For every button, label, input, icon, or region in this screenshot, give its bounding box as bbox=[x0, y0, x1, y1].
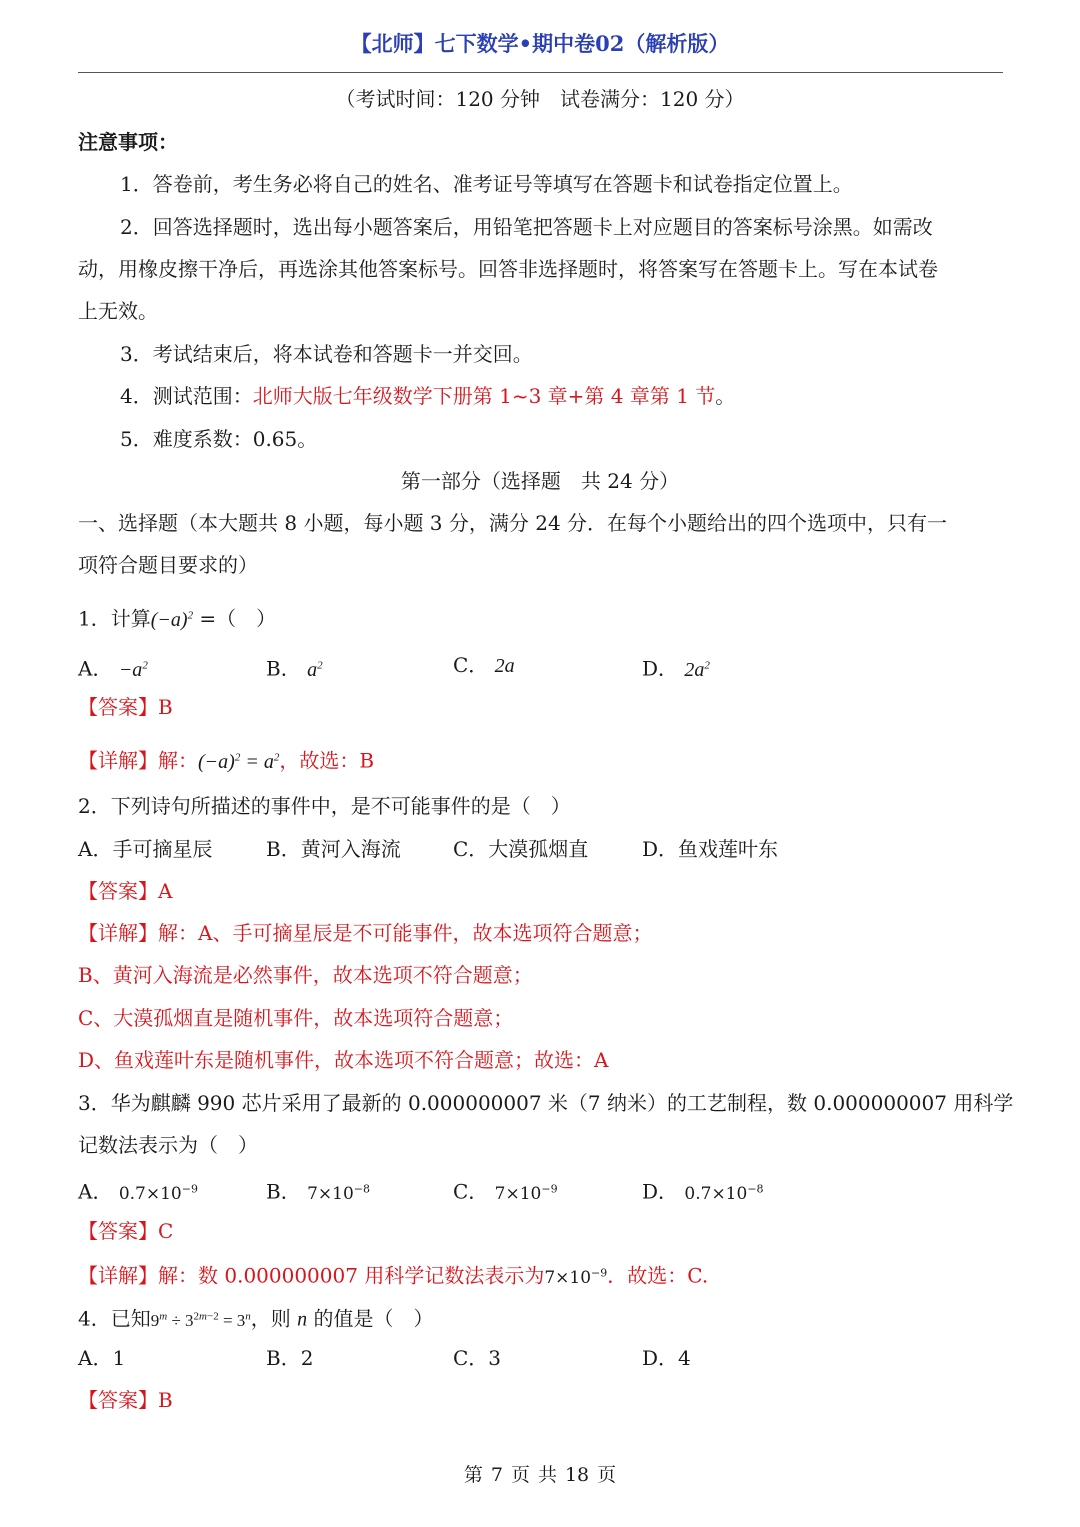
math-expression: $(-a)^2 = a^2$ bbox=[198, 750, 280, 773]
note-difficulty: 5．难度系数：0.65。 bbox=[120, 427, 318, 451]
detail-2-line: B、黄河入海流是必然事件，故本选项不符合题意； bbox=[78, 963, 533, 987]
document-header: 【北师】七下数学•期中卷02（解析版） bbox=[350, 31, 730, 56]
notes-title: 注意事项： bbox=[78, 130, 178, 154]
answer-4: 【答案】B bbox=[78, 1388, 173, 1412]
scope-end: 。 bbox=[715, 384, 736, 408]
math-expression: $-a^2$ bbox=[118, 658, 148, 681]
math-expression: $a^2$ bbox=[307, 658, 323, 681]
option-d: D． $2a^2$ bbox=[642, 656, 710, 681]
detail-3: 【详解】解：数 0.000000007 用科学记数法表示为$7\times 10^{-9}$．故选：C. bbox=[78, 1263, 709, 1288]
detail-2-line: C、大漠孤烟直是随机事件，故本选项符合题意； bbox=[78, 1006, 514, 1030]
option-b: B． $7\times 10^{-8}$ bbox=[266, 1179, 370, 1204]
math-expression: $2a^2$ bbox=[684, 658, 710, 681]
page-total: 18 bbox=[564, 1464, 590, 1486]
part-title: 第一部分（选择题 共 24 分） bbox=[400, 469, 680, 493]
math-expression: 2a bbox=[494, 655, 515, 677]
question-1-stem: 1．计算$(-a)^2$ =（ ） bbox=[78, 606, 277, 631]
option-d: D．4 bbox=[642, 1346, 691, 1370]
note-scope bbox=[120, 383, 735, 409]
answer-2: 【答案】A bbox=[78, 879, 173, 903]
option-d: D． $0.7\times 10^{-8}$ bbox=[642, 1179, 764, 1204]
math-expression: $7\times 10^{-9}$ bbox=[494, 1182, 558, 1204]
question-2-stem: 2．下列诗句所描述的事件中，是不可能事件的是（ ） bbox=[78, 794, 571, 818]
note-item: 3．考试结束后，将本试卷和答题卡一并交回。 bbox=[120, 342, 533, 366]
math-expression: $9^m \div 3^{2m-2} = 3^n$ bbox=[150, 1310, 251, 1330]
option-b: B．黄河入海流 bbox=[266, 837, 401, 861]
math-expression: $7\times 10^{-8}$ bbox=[307, 1182, 370, 1204]
math-expression: $0.7\times 10^{-8}$ bbox=[684, 1182, 764, 1204]
option-a: A．1 bbox=[78, 1346, 126, 1370]
question-3-stem: 3．华为麒麟 990 芯片采用了最新的 0.000000007 米（7 纳米）的工艺制程，数 0.000000007 用科学 bbox=[78, 1091, 1014, 1115]
page-footer: 第 7 页 共 18 页 bbox=[463, 1464, 617, 1486]
section-heading: 一、选择题（本大题共 8 小题，每小题 3 分，满分 24 分．在每个小题给出的四个选项中，只有一 bbox=[78, 511, 948, 535]
answer-3: 【答案】C bbox=[78, 1219, 174, 1243]
option-d: D．鱼戏莲叶东 bbox=[642, 837, 779, 861]
page-number: 7 bbox=[490, 1464, 503, 1486]
math-expression: $7\times 10^{-9}$ bbox=[544, 1266, 608, 1288]
note-item-continued: 动，用橡皮擦干净后，再选涂其他答案标号。回答非选择题时，将答案写在答题卡上。写在本试卷 bbox=[78, 257, 938, 281]
option-b: B． $a^2$ bbox=[266, 656, 323, 681]
option-a: A．手可摘星辰 bbox=[78, 837, 213, 861]
option-c: C．3 bbox=[453, 1346, 502, 1370]
scope-value: 北师大版七年级数学下册第 1~3 章+第 4 章第 1 节 bbox=[252, 384, 716, 408]
option-a: A． $-a^2$ bbox=[78, 656, 148, 681]
math-expression: $0.7\times 10^{-9}$ bbox=[118, 1182, 198, 1204]
question-3-stem-continued: 记数法表示为（ ） bbox=[78, 1133, 258, 1157]
detail-2-line: D、鱼戏莲叶东是随机事件，故本选项不符合题意；故选：A bbox=[78, 1048, 609, 1072]
note-item: 2．回答选择题时，选出每小题答案后，用铅笔把答题卡上对应题目的答案标号涂黑。如需改 bbox=[120, 215, 933, 239]
detail-1: 【详解】解：$(-a)^2 = a^2$，故选：B bbox=[78, 748, 375, 773]
question-4-stem: 4．已知$9^m \div 3^{2m-2} = 3^n$，则 n 的值是（ ） bbox=[78, 1306, 434, 1331]
note-item-continued: 上无效。 bbox=[78, 299, 158, 323]
option-c: C．大漠孤烟直 bbox=[453, 837, 589, 861]
option-b: B．2 bbox=[266, 1346, 314, 1370]
section-heading-continued: 项符合题目要求的） bbox=[78, 553, 258, 577]
note-item: 1．答卷前，考生务必将自己的姓名、准考证号等填写在答题卡和试卷指定位置上。 bbox=[120, 172, 853, 196]
option-c: C． $7\times 10^{-9}$ bbox=[453, 1179, 558, 1204]
answer-1: 【答案】B bbox=[78, 695, 173, 719]
scope-label: 4．测试范围： bbox=[120, 384, 253, 408]
math-expression: $(-a)^2$ bbox=[150, 608, 194, 631]
header-rule bbox=[78, 72, 1003, 73]
exam-info: （考试时间：120 分钟 试卷满分：120 分） bbox=[335, 87, 745, 111]
detail-2: 【详解】解：A、手可摘星辰是不可能事件，故本选项符合题意； bbox=[78, 921, 653, 945]
option-a: A． $0.7\times 10^{-9}$ bbox=[78, 1179, 198, 1204]
option-c: C． 2a bbox=[453, 653, 515, 677]
